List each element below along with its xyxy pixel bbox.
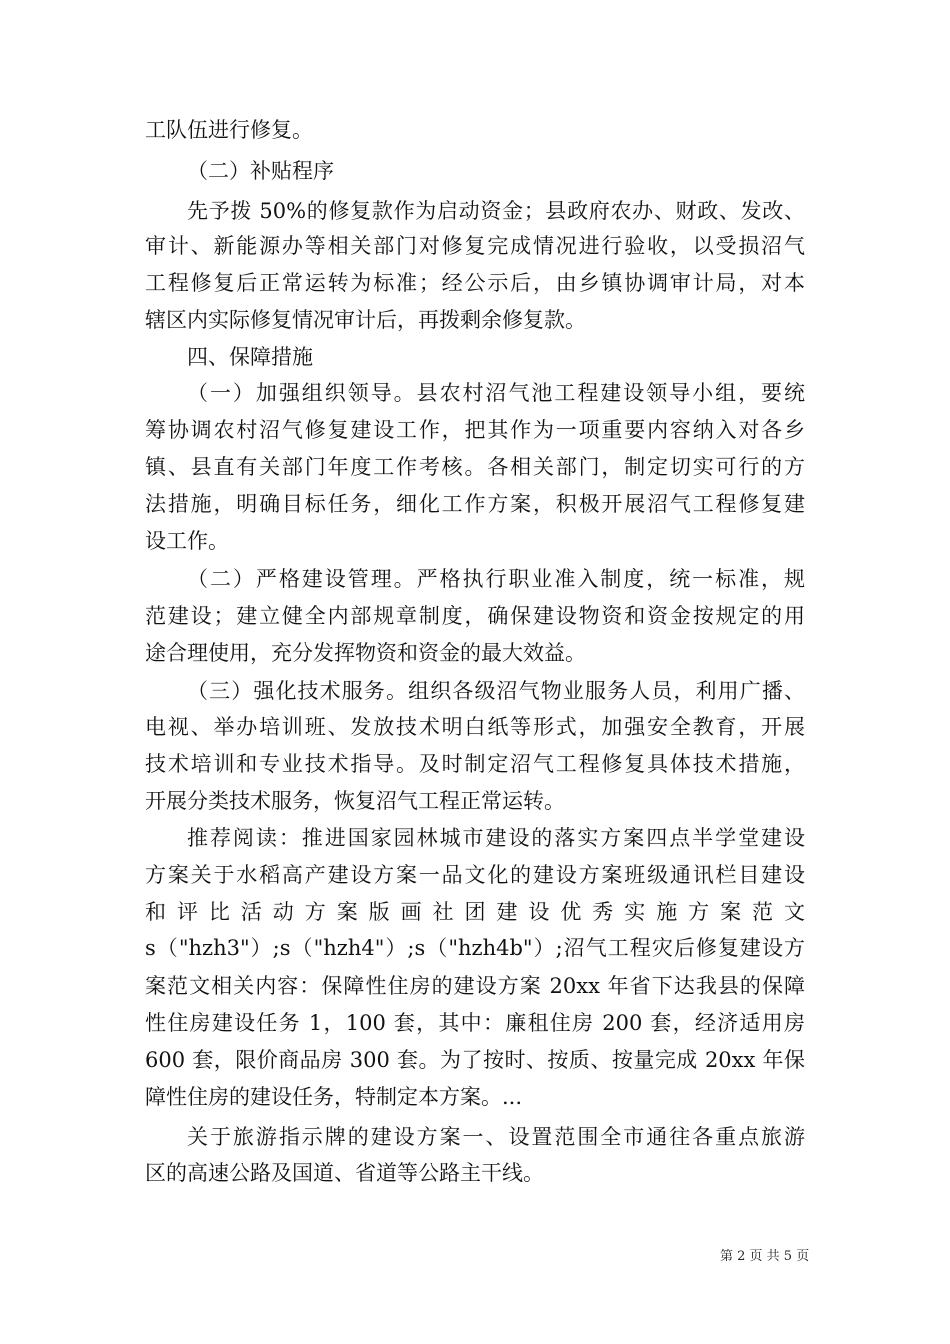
text-line: （二）严格建设管理。严格执行职业准入制度，统一标准，规 — [187, 567, 805, 591]
text-line: 法措施，明确目标任务，细化工作方案，积极开展沼气工程修复建 — [145, 492, 805, 516]
text-line: 方案关于水稻高产建设方案一品文化的建设方案班级通讯栏目建设 — [145, 863, 805, 887]
text-line: 开展分类技术服务，恢复沼气工程正常运转。 — [145, 789, 565, 813]
text-line: s（"hzh3"）;s（"hzh4"）;s（"hzh4b"）;沼气工程灾后修复建设方 — [145, 936, 805, 960]
text-line: 辖区内实际修复情况审计后，再拨剩余修复款。 — [145, 308, 586, 332]
text-line: 先予拨 50%的修复款作为启动资金；县政府农办、财政、发改、 — [187, 199, 805, 223]
text-line: 关于旅游指示牌的建设方案一、设置范围全市通往各重点旅游 — [187, 1125, 805, 1149]
text-line: 审计、新能源办等相关部门对修复完成情况进行验收，以受损沼气 — [145, 234, 805, 258]
text-line: 技术培训和专业技术指导。及时制定沼气工程修复具体技术措施， — [145, 752, 805, 776]
text-line: 区的高速公路及国道、省道等公路主干线。 — [145, 1161, 544, 1185]
text-line: 和评比活动方案版画社团建设优秀实施方案范文 — [145, 900, 805, 924]
text-line: 性住房建设任务 1，100 套，其中：廉租住房 200 套，经济适用房 — [145, 1011, 805, 1035]
text-line: 电视、举办培训班、发放技术明白纸等形式，加强安全教育，开展 — [145, 715, 805, 739]
text-line: 设工作。 — [145, 529, 229, 553]
text-line: 障性住房的建设任务，特制定本方案。... — [145, 1085, 523, 1109]
heading-safeguard-measures: 四、保障措施 — [187, 345, 313, 369]
recommended-reading: 推荐阅读：推进国家园林城市建设的落实方案四点半学堂建设 — [187, 826, 805, 850]
text-line: 筹协调农村沼气修复建设工作，把其作为一项重要内容纳入对各乡 — [145, 418, 805, 442]
text-line: 镇、县直有关部门年度工作考核。各相关部门，制定切实可行的方 — [145, 455, 805, 479]
text-line: 工程修复后正常运转为标准；经公示后，由乡镇协调审计局，对本 — [145, 271, 805, 295]
text-line: 途合理使用，充分发挥物资和资金的最大效益。 — [145, 641, 586, 665]
page-number: 第 2 页 共 5 页 — [720, 1249, 810, 1264]
text-line: 范建设；建立健全内部规章制度，确保建设物资和资金按规定的用 — [145, 604, 805, 628]
text-line: 案范文相关内容：保障性住房的建设方案 20xx 年省下达我县的保障 — [145, 974, 805, 998]
subheading-subsidy-procedure: （二）补贴程序 — [187, 159, 334, 183]
text-line: 600 套，限价商品房 300 套。为了按时、按质、按量完成 20xx 年保 — [145, 1048, 805, 1072]
text-line: （一）加强组织领导。县农村沼气池工程建设领导小组，要统 — [187, 381, 805, 405]
text-line: 工队伍进行修复。 — [145, 118, 313, 142]
text-line: （三）强化技术服务。组织各级沼气物业服务人员，利用广播、 — [187, 679, 805, 703]
